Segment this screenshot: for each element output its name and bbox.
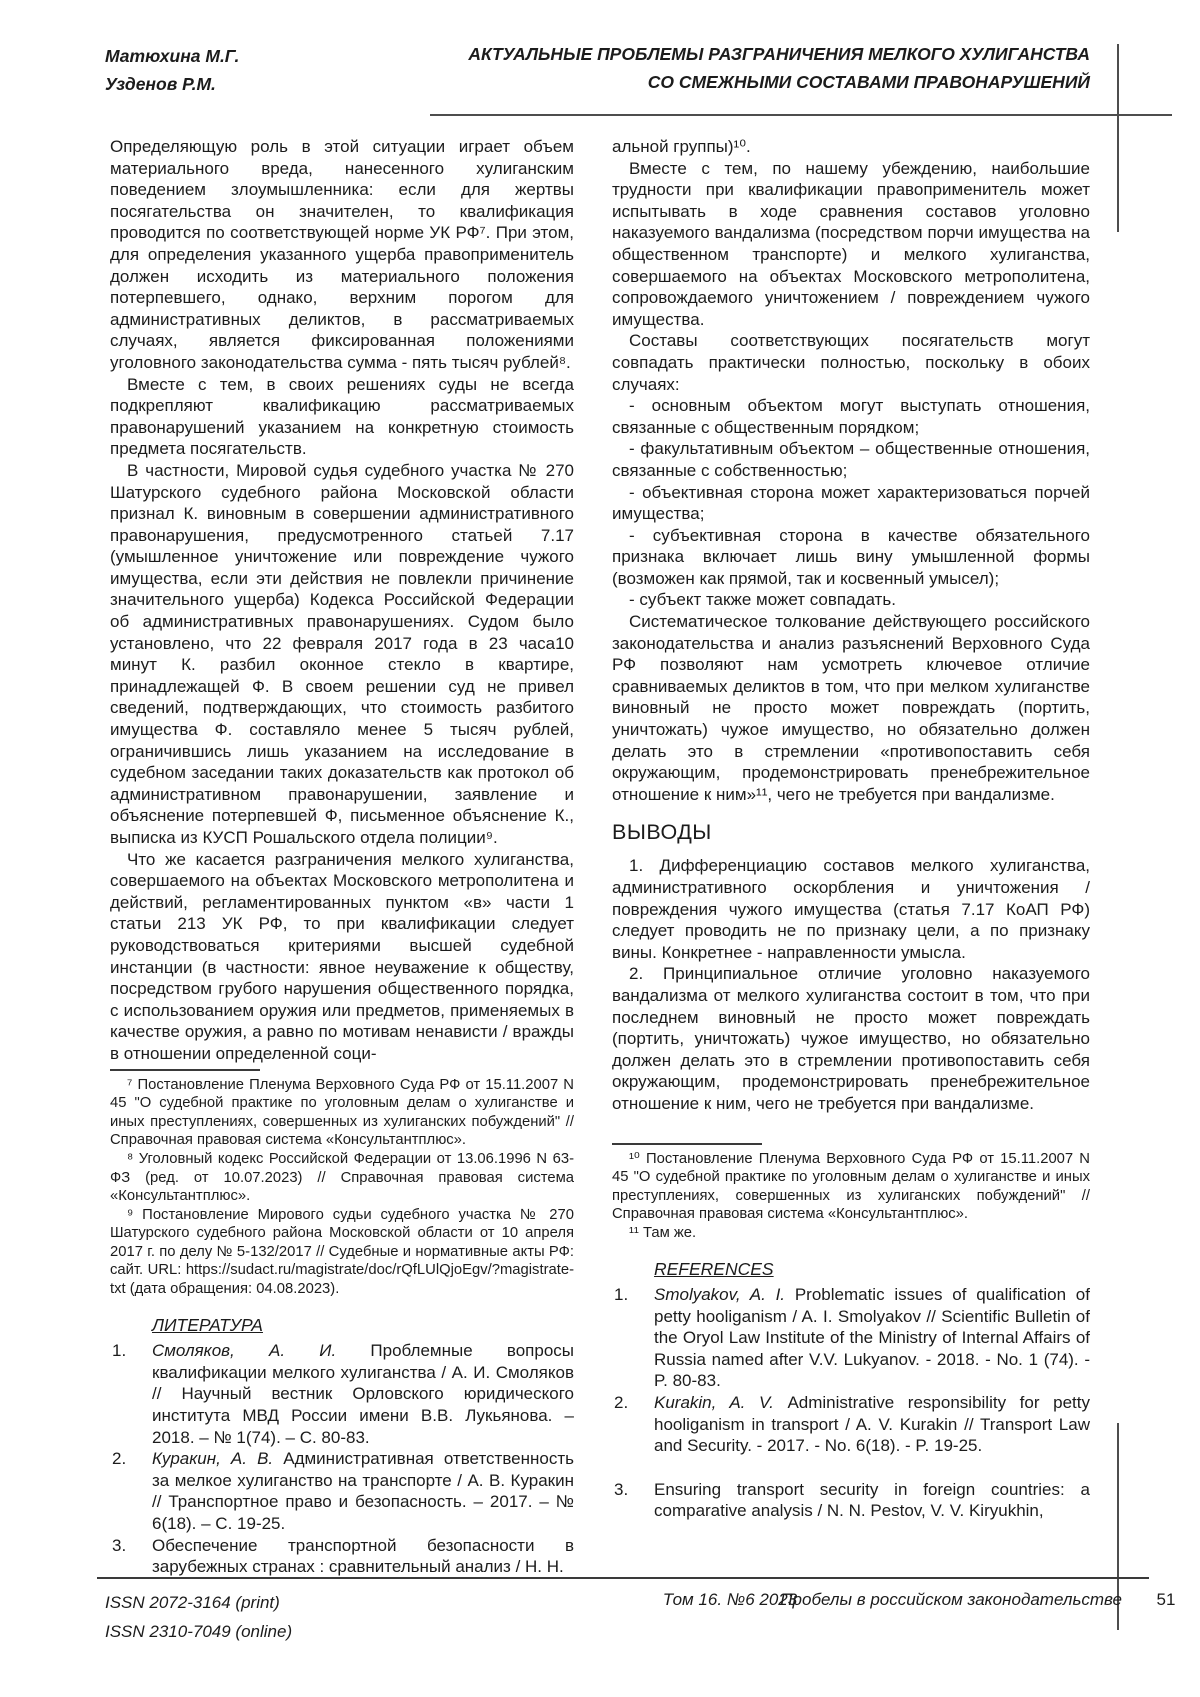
- footer-issn: [105, 1588, 292, 1646]
- reference-item: [612, 1284, 1090, 1392]
- author-1: Матюхина М.Г.: [105, 46, 240, 66]
- conclusions-heading: ВЫВОДЫ: [612, 820, 712, 845]
- paragraph: В частности, Мировой судья судебного участка № 270 Шатурского судебного района Московской области признал К. виновным в совершении административного правонарушения, предусмотренного статьей 7.17 (умышленное уничтожение или повреждение чужого имущества, если эти действия не повлекли причинение значительного ущерба) Кодекса Российской Федерации об административных правонарушениях. Судом было установлено, что 22 февраля 2017 года в 23 часа10 минут К. разбил оконное стекло в квартире, принадлежащей Ф. В своем решении суд не привел сведений, подтверждающих, что стоимость разбитого имущества Ф. составляло менее 5 тысяч рублей, ограничившись лишь указанием на исследование в судебном заседании таких доказательств как протокол об административном правонарушении, заявление и объяснение потерпевшей Ф, письменное объяснение К., выписка из КУСП Рошальского отдела полиции⁹.: [110, 460, 574, 847]
- item-number: 1.: [614, 1285, 629, 1305]
- item-text: Administrative responsibility for petty hooliganism in transport / A. V. Kurakin // Transport Law and Security. - 2017. - No. 6(18). - P. 19-25.: [654, 1393, 1090, 1456]
- article-title-line-2: СО СМЕЖНЫМИ СОСТАВАМИ ПРАВОНАРУШЕНИЙ: [647, 72, 1090, 92]
- literature-item: [110, 1448, 574, 1534]
- references-heading: REFERENCES: [654, 1258, 774, 1279]
- author-2: Узденов Р.М.: [105, 74, 216, 94]
- paragraph: Вместе с тем, в своих решениях суды не всегда подкрепляют квалификацию рассматриваемых правонарушений указанием на конкретную стоимость предмета посягательств.: [110, 374, 574, 459]
- issn-print: ISSN 2072-3164 (print): [105, 1593, 280, 1612]
- item-author: Kurakin, A. V.: [654, 1393, 788, 1413]
- conclusion-paragraph: 2. Принципиальное отличие уголовно наказуемого вандализма от мелкого хулиганства состоит в том, что при последнем виновный не просто может повреждать (портить, уничтожать) чужое имущество, но обязательно должен делать это в стремлении противопоставить себя окружающим, продемонстрировать пренебрежительное отношение к ним, чего не требуется при вандализме.: [612, 964, 1090, 1113]
- paragraph: альной группы)¹⁰.: [612, 137, 751, 156]
- footnote-7: ⁷ Постановление Пленума Верховного Суда РФ от 15.11.2007 N 45 "О судебной практике по уголовным делам о хулиганстве и иных преступлениях, совершенных из хулиганских побуждений" // Справочная правовая система «Консультантплюс».: [110, 1076, 574, 1149]
- footnote-11: ¹¹ Там же.: [629, 1224, 697, 1241]
- footnote-9: ⁹ Постановление Мирового судьи судебного участка № 270 Шатурского судебного района Московской области от 10 апреля 2017 г. по делу № 5-132/2017 // Судебные и нормативные акты РФ: сайт. URL: https://sudact.ru/magistrate/doc/rQfLUlQjoEgv/?magistrate-txt (дата обращения: 04.08.2023).: [110, 1206, 574, 1298]
- footer-volume: Том 16. №6 2023: [662, 1590, 798, 1609]
- item-text: Административная ответственность за мелкое хулиганство на транспорте / А. В. Куракин // Транспортное право и безопасность. – 2017. – № 6(18). – С. 19-25.: [152, 1449, 574, 1533]
- item-number: 1.: [112, 1341, 127, 1361]
- item-number: 3.: [112, 1535, 127, 1555]
- list-paragraph: - субъективная сторона в качестве обязательного признака включает лишь вину умышленной формы (возможен как прямой, так и косвенный умысел);: [612, 525, 1090, 588]
- paragraph: Составы соответствующих посягательств могут совпадать практически полностью, поскольку в обоих случаях:: [612, 331, 1090, 394]
- item-text: Проблемные вопросы квалификации мелкого хулиганства / А. И. Смоляков // Научный вестник Орловского юридического института МВД России имени В.В. Лукьянова. – 2018. – № 1(74). – С. 80-83.: [152, 1341, 575, 1447]
- footnote-8: ⁸ Уголовный кодекс Российской Федерации от 13.06.1996 N 63-ФЗ (ред. от 10.07.2023) // Справочная правовая система «Консультантплюс».: [110, 1150, 574, 1205]
- literature-item: [110, 1535, 574, 1578]
- item-author: Куракин, А. В.: [152, 1449, 284, 1469]
- footer-journal-title: Пробелы в российском законодательстве: [780, 1590, 1122, 1609]
- item-author: Смоляков, А. И.: [152, 1341, 371, 1361]
- footnote-separator-rule: [612, 1143, 762, 1145]
- list-paragraph: - факультативным объектом – общественные отношения, связанные с собственностью;: [612, 439, 1090, 480]
- article-title: [420, 40, 1090, 96]
- item-author: Smolyakov, A. I.: [654, 1285, 795, 1305]
- item-number: 2.: [112, 1449, 127, 1469]
- issn-online: ISSN 2310-7049 (online): [105, 1622, 293, 1641]
- paragraph: Что же касается разграничения мелкого хулиганства, совершаемого на объектах Московского метрополитена и действий, регламентированных пунктом «в» части 1 статьи 213 УК РФ, то при квалификации следует руководствоваться критериями высшей судебной инстанции (в частности: явное неуважение к обществу, посредством грубого нарушения общественного порядка, с использованием оружия или предметов, применяемых в качестве оружия, а равно по мотивам ненависти / вражды в отношении определенной соци-: [110, 849, 574, 1063]
- top-right-vertical-rule: [1117, 44, 1119, 232]
- page-number: 51: [1156, 1590, 1176, 1609]
- left-column: [110, 136, 575, 1577]
- conclusion-paragraph: 1. Дифференциацию составов мелкого хулиганства, административного оскорбления и уничтожения / повреждения чужого имущества (статья 7.17 КоАП РФ) следует проводить не по признаку цели, а по признаку вины. Конкретнее - направленности умысла.: [612, 856, 1090, 962]
- header-authors: [105, 42, 239, 98]
- title-divider-rule: [430, 114, 1172, 116]
- list-paragraph: - субъект также может совпадать.: [629, 590, 896, 610]
- footer-divider-rule: [97, 1577, 1149, 1579]
- literature-heading: ЛИТЕРАТУРА: [152, 1314, 263, 1335]
- footnote-separator-rule: [110, 1069, 260, 1071]
- right-footnotes: [612, 1143, 1090, 1243]
- item-text: Обеспечение транспортной безопасности в зарубежных странах : сравнительный анализ / Н. Н.: [152, 1535, 574, 1577]
- reference-item: [612, 1392, 1090, 1457]
- list-paragraph: - объективная сторона может характеризоваться порчей имущества;: [612, 482, 1090, 524]
- list-paragraph: - основным объектом могут выступать отношения, связанные с общественным порядком;: [612, 396, 1090, 437]
- item-text: Problematic issues of qualification of petty hooliganism / A. I. Smolyakov // Scientific Bulletin of the Oryol Law Institute of the Ministry of Internal Affairs of Russia named after V.V. Lukyanov. - 2018. - No. 1 (74). - P. 80-83.: [654, 1285, 1090, 1391]
- item-number: 2.: [614, 1393, 629, 1413]
- right-column: [612, 136, 1090, 1566]
- paragraph: Определяющую роль в этой ситуации играет объем материального вреда, нанесенного хулиганским поведением злоумышленника: если для жертвы посягательства он значителен, то квалификация проводится по соответствующей норме УК РФ⁷. При этом, для определения указанного ущерба правоприменитель должен исходить из материального положения потерпевшего, однако, верхним порогом для административных деликтов, в рассматриваемых случаях, является фиксированная положениями уголовного законодательства сумма - пять тысяч рублей⁸.: [110, 137, 574, 372]
- item-number: 3.: [614, 1479, 629, 1499]
- literature-item: [110, 1340, 574, 1448]
- left-footnotes: [110, 1069, 574, 1299]
- item-text: Ensuring transport security in foreign countries: a comparative analysis / N. N. Pestov, V. V. Kiryukhin,: [654, 1479, 1090, 1521]
- article-title-line-1: АКТУАЛЬНЫЕ ПРОБЛЕМЫ РАЗГРАНИЧЕНИЯ МЕЛКОГО ХУЛИГАНСТВА: [468, 44, 1090, 64]
- reference-item: [612, 1479, 1090, 1522]
- footnote-10: ¹⁰ Постановление Пленума Верховного Суда РФ от 15.11.2007 N 45 "О судебной практике по уголовным делам о хулиганстве и иных преступлениях, совершенных из хулиганских побуждений" // Справочная правовая система «Консультантплюс».: [612, 1150, 1090, 1223]
- paragraph: Вместе с тем, по нашему убеждению, наибольшие трудности при квалификации правоприменитель может испытывать в ходе сравнения составов уголовно наказуемого вандализма (посредством порчи имущества на общественном транспорте) и мелкого хулиганства, совершаемого на объектах Московского метрополитена, сопровождаемого уничтожением / повреждением чужого имущества.: [612, 158, 1090, 329]
- paragraph: Систематическое толкование действующего российского законодательства и анализ разъяснений Верховного Суда РФ позволяют нам усмотреть ключевое отличие сравниваемых деликтов в том, что при мелком хулиганстве виновный не просто может повреждать (портить, уничтожать) чужое имущество, но обязательно должен делать это в стремлении «противопоставить себя окружающим, продемонстрировать пренебрежительное отношение к ним»¹¹, чего не требуется при вандализме.: [612, 612, 1090, 804]
